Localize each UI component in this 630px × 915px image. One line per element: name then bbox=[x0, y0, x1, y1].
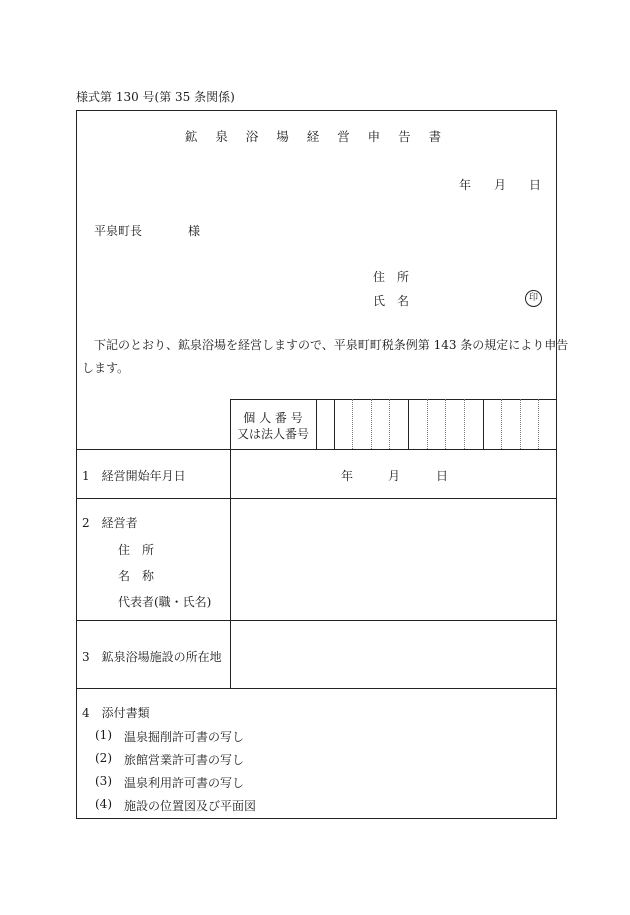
addressee-name: 平泉町長 bbox=[94, 224, 143, 238]
row-divider bbox=[76, 449, 557, 450]
row-divider bbox=[76, 688, 557, 689]
start-date-day: 日 bbox=[436, 469, 449, 483]
number-group-divider bbox=[483, 399, 484, 449]
digit-separator bbox=[464, 399, 465, 449]
attachment-number: (1) bbox=[95, 728, 112, 742]
number-group-divider bbox=[408, 399, 409, 449]
date-month-label: 月 bbox=[494, 178, 507, 192]
row-divider bbox=[76, 498, 557, 499]
seal-mark: 印 bbox=[525, 290, 542, 307]
row-divider bbox=[76, 620, 557, 621]
number-label-divider bbox=[316, 399, 317, 449]
operator-representative-label: 代表者(職・氏名) bbox=[118, 595, 212, 609]
operator-label: 2 経営者 bbox=[82, 516, 138, 530]
number-cell-divider bbox=[334, 399, 335, 449]
statement-line-1: 下記のとおり、鉱泉浴場を経営しますので、平泉町町税条例第 143 条の規定により申告 bbox=[94, 338, 569, 352]
digit-separator bbox=[445, 399, 446, 449]
date-year-label: 年 bbox=[459, 178, 472, 192]
digit-separator bbox=[371, 399, 372, 449]
statement-line-2: します。 bbox=[82, 361, 130, 375]
attachment-item: 温泉利用許可書の写し bbox=[124, 776, 245, 790]
attachment-item: 施設の位置図及び平面図 bbox=[124, 799, 257, 813]
digit-separator bbox=[352, 399, 353, 449]
number-row-top-border bbox=[230, 399, 557, 400]
start-date-label: 1 経営開始年月日 bbox=[82, 469, 186, 483]
attachment-number: (2) bbox=[95, 751, 112, 765]
digit-separator bbox=[427, 399, 428, 449]
operator-address-label: 住 所 bbox=[118, 543, 155, 557]
addressee-honorific: 様 bbox=[188, 224, 201, 238]
attachment-item: 旅館営業許可書の写し bbox=[124, 753, 245, 767]
individual-number-label-1: 個 人 番 号 bbox=[243, 411, 303, 425]
start-date-month: 月 bbox=[388, 469, 401, 483]
attachments-label: 4 添付書類 bbox=[82, 706, 150, 720]
attachment-number: (3) bbox=[95, 774, 112, 788]
attachment-item: 温泉掘削許可書の写し bbox=[124, 730, 245, 744]
digit-separator bbox=[520, 399, 521, 449]
operator-name-label: 名 称 bbox=[118, 569, 155, 583]
individual-number-label-2: 又は法人番号 bbox=[236, 427, 309, 441]
facility-location-label: 3 鉱泉浴場施設の所在地 bbox=[82, 650, 222, 664]
date-day-label: 日 bbox=[529, 178, 542, 192]
form-title: 鉱 泉 浴 場 経 営 申 告 書 bbox=[184, 129, 449, 144]
declarant-address-label: 住 所 bbox=[373, 270, 410, 284]
digit-separator bbox=[389, 399, 390, 449]
start-date-year: 年 bbox=[341, 469, 354, 483]
declarant-name-label: 氏 名 bbox=[373, 294, 410, 308]
column-divider bbox=[230, 399, 231, 688]
form-number: 様式第 130 号(第 35 条関係) bbox=[76, 90, 235, 104]
digit-separator bbox=[501, 399, 502, 449]
attachment-number: (4) bbox=[95, 797, 112, 811]
digit-separator bbox=[538, 399, 539, 449]
